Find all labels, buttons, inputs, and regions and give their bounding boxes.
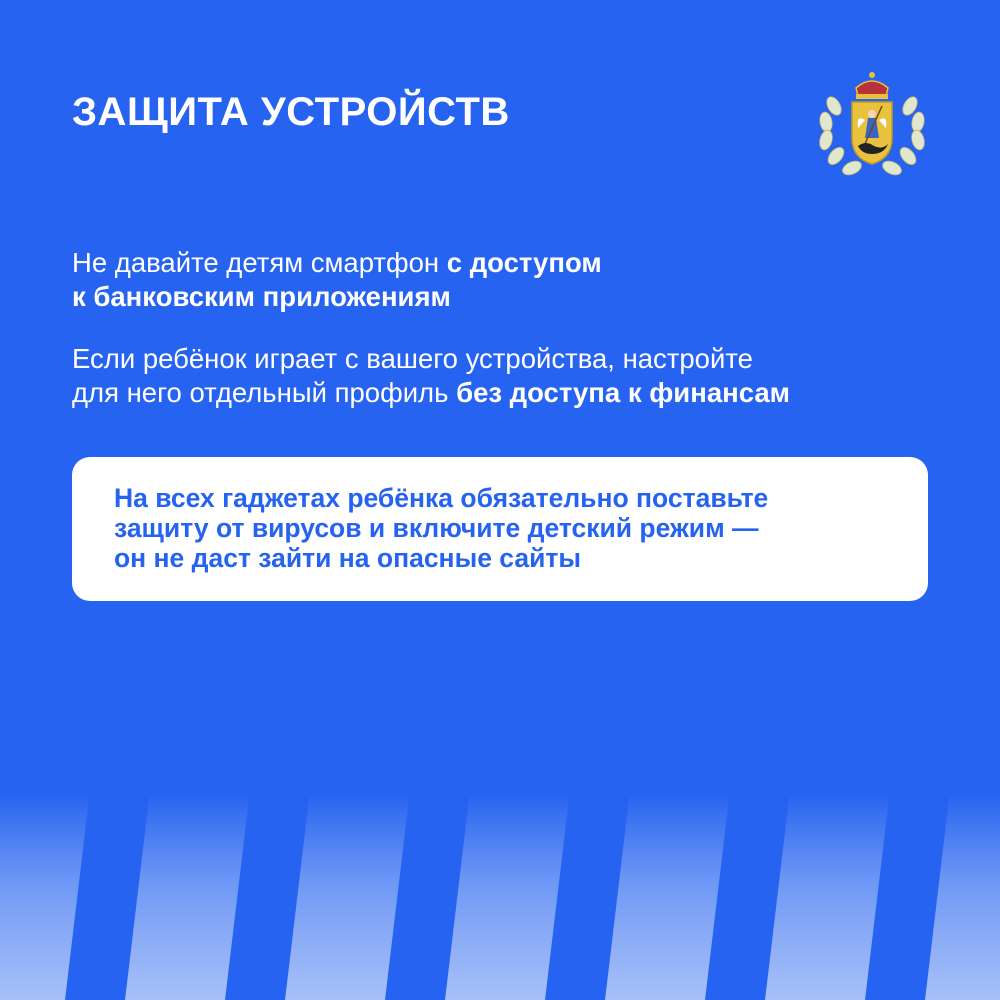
callout-card [72, 457, 928, 601]
paragraph-phone-access-bold: с доступом [446, 247, 602, 278]
paragraph-separate-profile-line1: Если ребёнок играет с вашего устройства, настройте [72, 343, 753, 374]
paragraph-phone-access-bold-line2: к банковским приложениям [72, 281, 451, 312]
decorative-stripes [0, 790, 1000, 1000]
paragraph-separate-profile-line2: для него отдельный профиль [72, 377, 457, 408]
paragraph-separate-profile [72, 342, 790, 410]
callout-text [114, 483, 888, 573]
coat-of-arms-icon [812, 66, 932, 186]
callout-line-3: он не даст зайти на опасные сайты [114, 543, 581, 573]
page-title: ЗАЩИТА УСТРОЙСТВ [72, 90, 510, 134]
paragraph-phone-access-text: Не давайте детям смартфон [72, 247, 447, 278]
paragraph-phone-access [72, 246, 602, 314]
paragraph-separate-profile-bold: без доступа к финансам [456, 377, 790, 408]
callout-line-1: На всех гаджетах ребёнка обязательно поставьте [114, 483, 769, 513]
callout-line-2: защиту от вирусов и включите детский режим — [114, 513, 759, 543]
